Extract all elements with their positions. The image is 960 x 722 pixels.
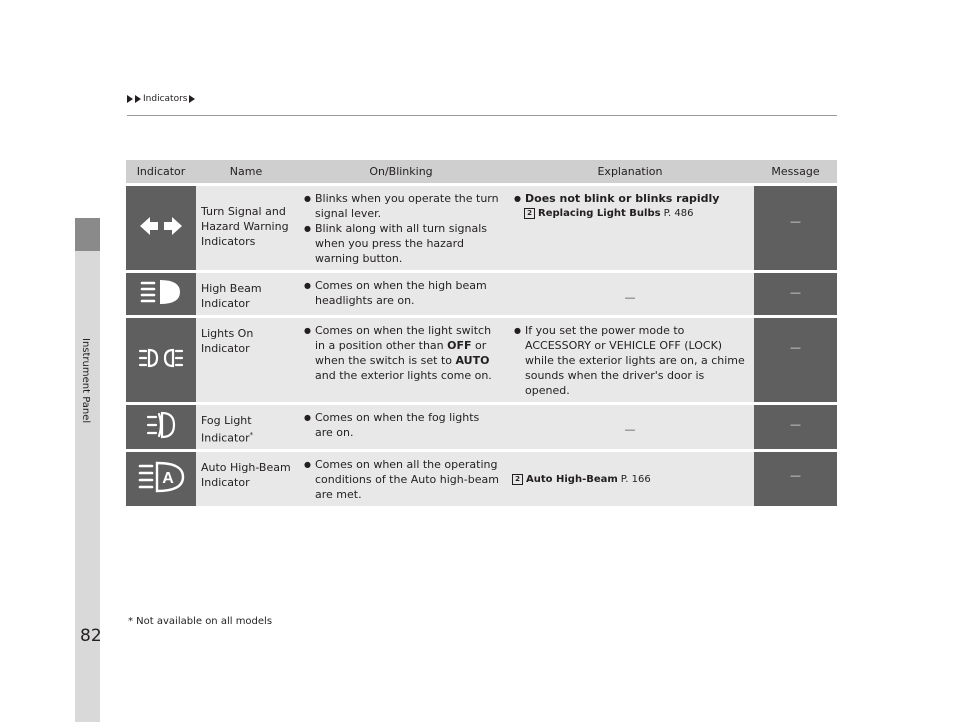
auto-high-beam-icon xyxy=(137,461,185,493)
turn-signal-icon xyxy=(138,215,184,237)
message-cell: — xyxy=(754,405,837,449)
indicator-cell xyxy=(126,452,196,506)
explanation-cell xyxy=(506,318,754,402)
on-blinking-cell xyxy=(296,452,506,506)
table-row xyxy=(126,186,837,270)
message-cell: — xyxy=(754,186,837,270)
name-cell: Fog Light Indicator* xyxy=(196,405,296,449)
page-reference[interactable]: 2 Replacing Light Bulbs P. 486 xyxy=(524,206,748,221)
section-bar xyxy=(75,251,100,722)
arrow-right-icon xyxy=(127,95,133,103)
on-blinking-cell xyxy=(296,405,506,449)
indicators-table xyxy=(126,157,837,509)
breadcrumb-label: Indicators xyxy=(143,94,188,104)
list-item: ● Does not blink or blinks rapidly xyxy=(512,191,748,206)
header-name: Name xyxy=(196,160,296,183)
on-blinking-cell xyxy=(296,318,506,402)
table-row xyxy=(126,405,837,449)
explanation-cell: — xyxy=(506,273,754,315)
reference-icon: 2 xyxy=(512,474,523,485)
table-row xyxy=(126,273,837,315)
page-reference[interactable]: 2 Auto High-Beam P. 166 xyxy=(512,472,748,487)
table-row xyxy=(126,318,837,402)
header-explanation: Explanation xyxy=(506,160,754,183)
footnote: * Not available on all models xyxy=(128,616,273,627)
on-blinking-cell xyxy=(296,273,506,315)
explanation-cell: — xyxy=(506,405,754,449)
on-blinking-cell xyxy=(296,186,506,270)
table-header-row xyxy=(126,160,837,183)
arrow-right-icon xyxy=(189,95,195,103)
explanation-cell xyxy=(506,452,754,506)
arrow-right-icon xyxy=(135,95,141,103)
name-cell: Lights On Indicator xyxy=(196,318,296,402)
header-message: Message xyxy=(754,160,837,183)
reference-icon: 2 xyxy=(524,208,535,219)
indicator-cell xyxy=(126,186,196,270)
breadcrumb xyxy=(127,94,195,104)
lights-on-icon xyxy=(138,347,184,369)
header-divider xyxy=(127,115,837,116)
name-cell: Turn Signal and Hazard Warning Indicators xyxy=(196,186,296,270)
message-cell: — xyxy=(754,452,837,506)
high-beam-icon xyxy=(138,278,184,306)
section-tab xyxy=(75,218,100,251)
header-indicator: Indicator xyxy=(126,160,196,183)
list-item: ● Blinks when you operate the turn signal lever. xyxy=(302,191,500,221)
list-item: ● Comes on when the fog lights are on. xyxy=(302,410,500,440)
list-item: ● Comes on when the light switch in a position other than OFF or when the switch is set to AUTO and the exterior lights come on. xyxy=(302,323,500,383)
message-cell: — xyxy=(754,273,837,315)
indicator-cell xyxy=(126,318,196,402)
svg-text:A: A xyxy=(162,470,174,487)
list-item: ● If you set the power mode to ACCESSORY or VEHICLE OFF (LOCK) while the exterior lights are on, a chime sounds when the driver's door is opened. xyxy=(512,323,748,398)
name-cell: High Beam Indicator xyxy=(196,273,296,315)
list-item: ● Blink along with all turn signals when you press the hazard warning button. xyxy=(302,221,500,266)
list-item: ● Comes on when all the operating conditions of the Auto high-beam are met. xyxy=(302,457,500,502)
table-row xyxy=(126,452,837,506)
indicator-cell xyxy=(126,273,196,315)
name-cell: Auto High-Beam Indicator xyxy=(196,452,296,506)
page-number: 82 xyxy=(80,626,102,646)
fog-light-icon xyxy=(146,410,176,440)
list-item: ● Comes on when the high beam headlights are on. xyxy=(302,278,500,308)
side-section-label: Instrument Panel xyxy=(80,338,91,424)
indicator-cell xyxy=(126,405,196,449)
message-cell: — xyxy=(754,318,837,402)
header-on-blinking: On/Blinking xyxy=(296,160,506,183)
explanation-cell xyxy=(506,186,754,270)
